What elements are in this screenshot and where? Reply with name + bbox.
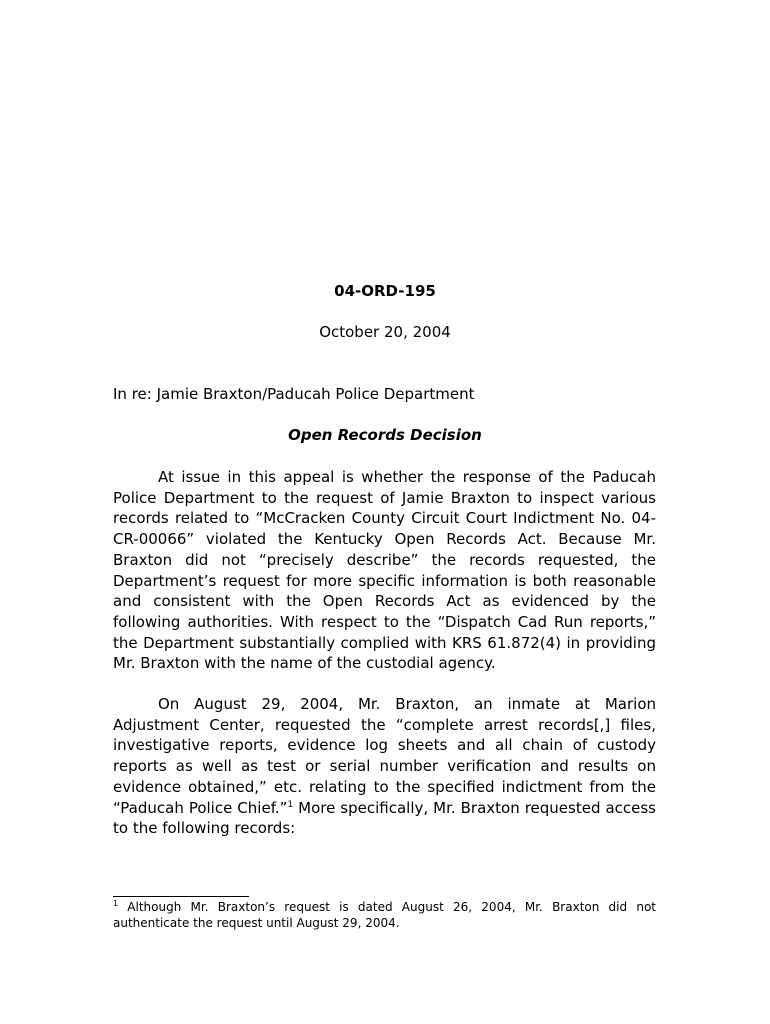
paragraph-1-text: At issue in this appeal is whether the response of the Paducah Police Department to the request of Jamie Braxton to inspect various records related to “McCracken County Circuit Court Indictment No. 04-CR-00066” violated the Kentucky Open Records Act. Because Mr. Braxton did not “precisely describe” the records requested, the Department’s request for more specific information is both reasonable and consistent with the Open Records Act as evidenced by the following authorities. With respect to the “Dispatch Cad Run reports,” the Department substantially complied with KRS 61.872(4) in providing Mr. Braxton with the name of the custodial agency. [113,468,656,673]
footnote-1 [113,899,656,931]
paragraph-2-text-continued: More specifically, Mr. Braxton requested access to the following records: [113,798,656,838]
footnote-separator [113,896,249,897]
document-date: October 20, 2004 [319,323,451,341]
body-paragraph-1 [113,467,656,674]
footnote-reference: 1 [287,799,294,810]
footnote-marker: 1 [113,899,119,908]
document-number: 04-ORD-195 [334,282,436,300]
footnote-text: Although Mr. Braxton’s request is dated August 26, 2004, Mr. Braxton did not authenticate the request until August 29, 2004. [113,900,656,930]
paragraph-2-text: On August 29, 2004, Mr. Braxton, an inmate at Marion Adjustment Center, requested the “complete arrest records[,] files, investigative reports, evidence log sheets and all chain of custody reports as well as test or serial number verification and results on evidence obtained,” etc. relating to the specified indictment from the “Paducah Police Chief.” [113,695,656,817]
case-caption: In re: Jamie Braxton/Paducah Police Department [113,385,475,403]
body-paragraph-2 [113,694,656,839]
decision-title: Open Records Decision [288,426,482,444]
